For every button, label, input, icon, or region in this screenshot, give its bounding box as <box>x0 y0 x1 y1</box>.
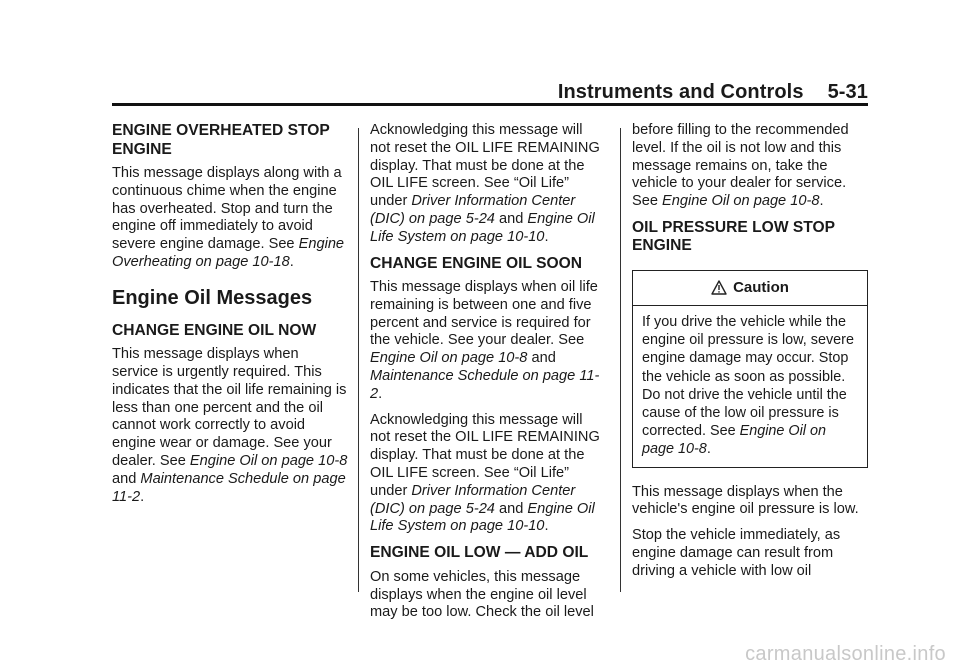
paragraph-continued <box>632 122 868 211</box>
watermark: carmanualsonline.info <box>745 643 946 665</box>
xref-engine-overheating[interactable]: Engine Overheating on page 10-18 <box>112 236 345 270</box>
text: . <box>378 385 383 402</box>
xref-maintenance-schedule[interactable]: Maintenance Schedule on page 11-2 <box>112 470 346 505</box>
caution-title: Caution <box>733 279 789 297</box>
paragraph-change-soon <box>370 279 606 404</box>
text: and <box>112 470 141 487</box>
heading-change-engine-oil-now: CHANGE ENGINE OIL NOW <box>112 321 317 339</box>
xref-engine-oil[interactable]: Engine Oil on page 10-8 <box>189 453 348 470</box>
caution-header <box>633 271 867 306</box>
xref-maintenance-schedule[interactable]: Maintenance Schedule on page 11-2 <box>370 368 600 402</box>
warning-triangle-icon <box>711 280 727 295</box>
section-heading-engine-oil-messages: Engine Oil Messages <box>112 286 313 309</box>
text: . <box>289 253 294 270</box>
column-1 <box>112 122 348 514</box>
caution-body <box>633 306 867 467</box>
xref-engine-oil-life-system[interactable]: Engine Oil Life System on page 10-10 <box>370 500 595 535</box>
column-divider <box>358 128 359 592</box>
text: This message displays along with a continuous chime when the engine has overheated. Stop and turn the engine off immediately to avoid severe engine damage. See <box>112 165 342 253</box>
text: and <box>494 210 528 227</box>
heading-engine-oil-low: ENGINE OIL LOW — ADD OIL <box>370 544 589 562</box>
paragraph-oil-low: On some vehicles, this message displays when the engine oil level may be too low. Check the oil level <box>370 568 594 621</box>
xref-engine-oil-life-system[interactable]: Engine Oil Life System on page 10-10 <box>370 210 595 245</box>
xref-dic[interactable]: Driver Information Center (DIC) on page 5-24 <box>370 482 576 517</box>
paragraph-acknowledging-2 <box>370 412 606 537</box>
caution-box <box>632 270 868 468</box>
page-number: 5-31 <box>827 81 868 103</box>
section-title: Instruments and Controls <box>557 81 804 103</box>
text: This message displays when oil life remaining is between one and five percent and service is required for the vehicle. See your dealer. See <box>370 279 598 349</box>
page-header <box>558 81 868 104</box>
text: . <box>544 228 549 245</box>
heading-change-engine-oil-soon: CHANGE ENGINE OIL SOON <box>370 254 582 272</box>
header-rule <box>112 103 868 106</box>
paragraph-acknowledging-1 <box>370 122 606 247</box>
text: Acknowledging this message will not reset the OIL LIFE REMAINING display. That must be done at the OIL LIFE screen. See “Oil Life” under <box>370 411 600 499</box>
text: and <box>494 500 528 517</box>
text: . <box>706 441 711 458</box>
paragraph-pressure-1: This message displays when the vehicle's engine oil pressure is low. <box>632 483 859 518</box>
text: and <box>527 350 556 367</box>
text: before filling to the recommended level. If the oil is not low and this message remains on, take the vehicle to your dealer for service. See <box>632 122 849 210</box>
xref-engine-oil[interactable]: Engine Oil on page 10-8 <box>662 193 820 210</box>
column-3 <box>632 122 868 589</box>
paragraph-overheated <box>112 165 348 272</box>
text: If you drive the vehicle while the engine oil pressure is low, severe engine damage may occur. Stop the vehicle as soon as possible. Do not drive the vehicle until the cause of the low oil pressure is corrected. See <box>642 313 854 440</box>
paragraph-pressure-2: Stop the vehicle immediately, as engine damage can result from driving a vehicle with low oil <box>632 527 841 579</box>
text: . <box>140 488 145 505</box>
heading-oil-pressure-low: OIL PRESSURE LOW STOP ENGINE <box>632 218 835 255</box>
heading-engine-overheated: ENGINE OVERHEATED STOP ENGINE <box>112 122 330 158</box>
xref-engine-oil[interactable]: Engine Oil on page 10-8 <box>642 423 826 458</box>
text: Acknowledging this message will not reset the OIL LIFE REMAINING display. That must be done at the OIL LIFE screen. See “Oil Life” under <box>370 122 600 210</box>
xref-dic[interactable]: Driver Information Center (DIC) on page 5-24 <box>370 193 576 227</box>
paragraph-change-now <box>112 346 348 506</box>
xref-engine-oil[interactable]: Engine Oil on page 10-8 <box>370 350 528 367</box>
text: . <box>544 518 549 535</box>
column-2 <box>370 122 606 630</box>
text: . <box>819 193 824 210</box>
column-divider <box>620 128 621 592</box>
text: This message displays when service is urgently required. This indicates that the oil life remaining is less than one percent and the oil cannot work correctly to avoid engine wear or damage. See your dealer. See <box>112 346 347 470</box>
